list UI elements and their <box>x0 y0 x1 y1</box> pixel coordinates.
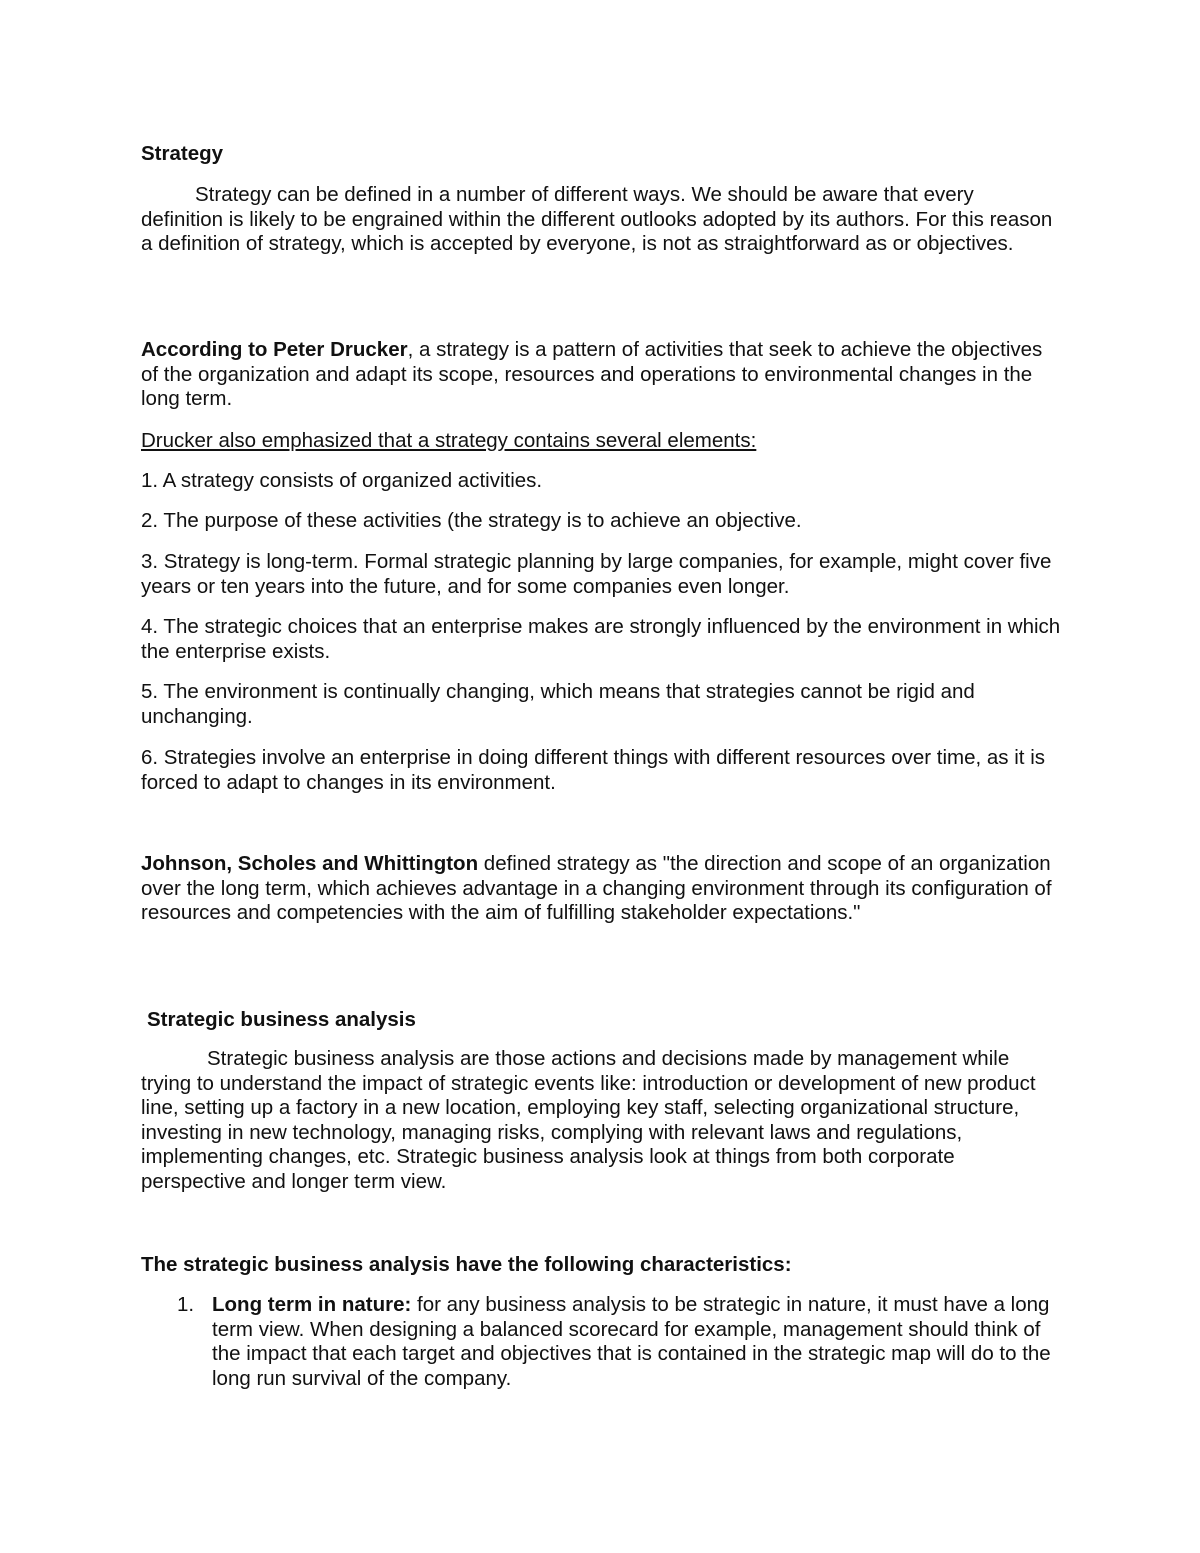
element-item-1: 1. A strategy consists of organized activities. <box>141 469 543 492</box>
element-item-6: 6. Strategies involve an enterprise in doing different things with different resources over time, as it is forced to adapt to changes in its environment. <box>141 746 1045 794</box>
jsw-lead: Johnson, Scholes and Whittington <box>141 852 479 875</box>
paragraph-drucker-definition <box>141 338 1061 412</box>
element-item-4: 4. The strategic choices that an enterprise makes are strongly influenced by the environment in which the enterprise exists. <box>141 615 1061 663</box>
element-item-3: 3. Strategy is long-term. Formal strategic planning by large companies, for example, might cover five years or ten years into the future, and for some companies even longer. <box>141 550 1052 598</box>
drucker-lead: According to Peter Drucker <box>141 338 408 361</box>
drucker-rest: , a strategy is a pattern of activities that seek to achieve the objectives of the organization and adapt its scope, resources and operations to environmental changes in the long term. <box>141 338 1043 411</box>
characteristic-text <box>212 1293 1062 1391</box>
heading-strategy: Strategy <box>141 142 224 165</box>
drucker-elements-intro: Drucker also emphasized that a strategy contains several elements: <box>141 429 757 452</box>
heading-characteristics: The strategic business analysis have the following characteristics: <box>141 1253 792 1276</box>
characteristic-rest: for any business analysis to be strategic in nature, it must have a long term view. When designing a balanced scorecard for example, management should think of the impact that each target and objectives that is contained in the strategic map will do to the long run survival of the company. <box>212 1293 1051 1390</box>
paragraph-strategy-definition: Strategy can be defined in a number of different ways. We should be aware that every definition is likely to be engrained within the different outlooks adopted by its authors. For this reason a definition of strategy, which is accepted by everyone, is not as straightforward as or objectives. <box>141 183 1053 256</box>
paragraph-strategic-business-analysis: Strategic business analysis are those actions and decisions made by management while trying to understand the impact of strategic events like: introduction or development of new product line, setting up a factory in a new location, employing key staff, selecting organizational structure, investing in new technology, managing risks, complying with relevant laws and regulations, implementing changes, etc. Strategic business analysis look at things from both corporate perspective and longer term view. <box>141 1047 1036 1193</box>
characteristic-number: 1. <box>177 1293 195 1316</box>
jsw-rest: defined strategy as "the direction and scope of an organization over the long term, which achieves advantage in a changing environment through its configuration of resources and competencies with the aim of fulfilling stakeholder expectations." <box>141 852 1052 925</box>
element-item-5: 5. The environment is continually changing, which means that strategies cannot be rigid and unchanging. <box>141 680 975 728</box>
paragraph-jsw-definition <box>141 852 1061 926</box>
element-item-2: 2. The purpose of these activities (the strategy is to achieve an objective. <box>141 509 802 532</box>
heading-strategic-business-analysis: Strategic business analysis <box>147 1008 416 1031</box>
characteristic-lead: Long term in nature: <box>212 1293 412 1316</box>
